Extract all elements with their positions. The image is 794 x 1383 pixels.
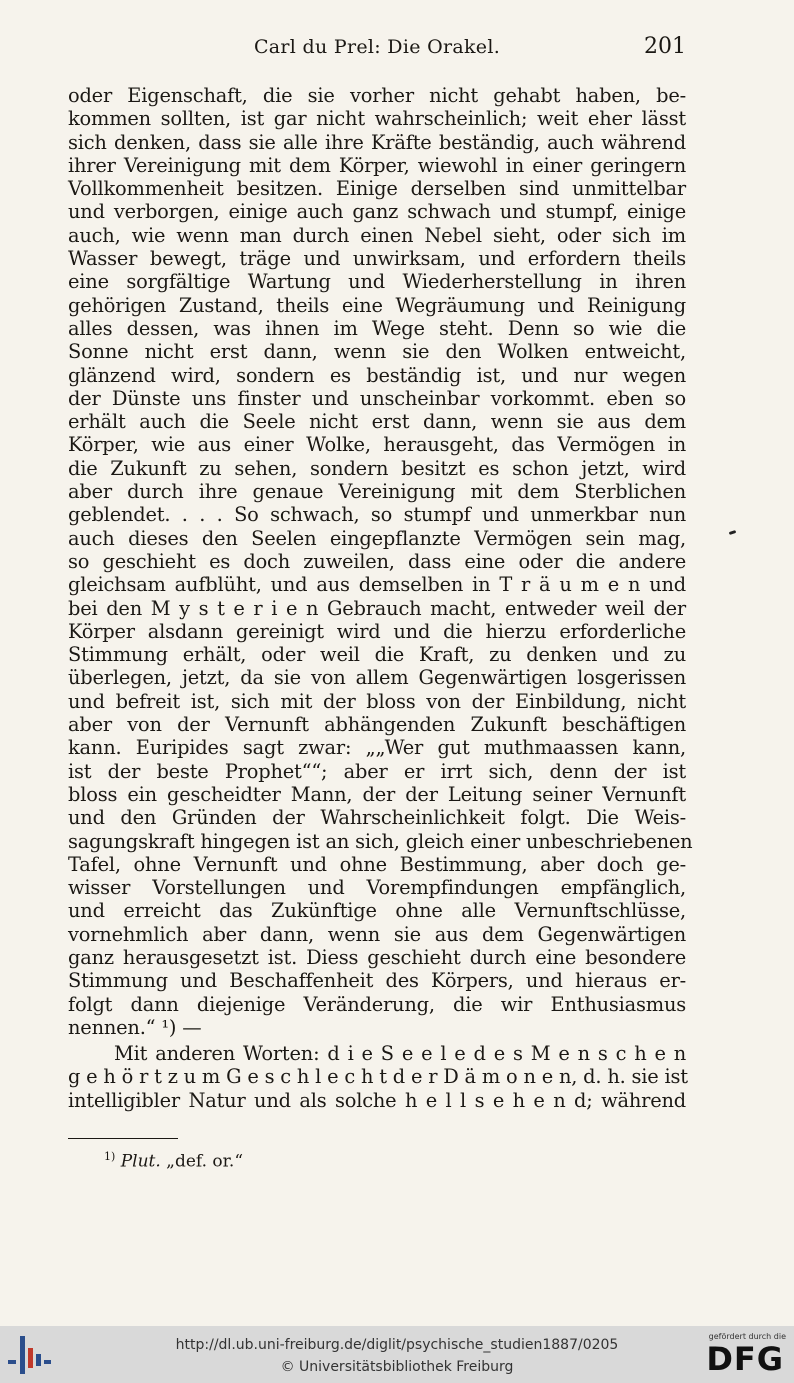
text-line: aber von der Vernunft abhängenden Zukunft beschäftigen <box>68 713 686 737</box>
footer-url-link[interactable]: http://dl.ub.uni-freiburg.de/diglit/psychische_studien1887/0205 <box>175 1337 619 1353</box>
text-line: Körper alsdann gereinigt wird und die hierzu erforderliche <box>68 619 686 643</box>
text-line: eine sorgfältige Wartung und Wiederherstellung in ihren <box>68 270 686 294</box>
paragraph-1 <box>68 84 693 1039</box>
print-speck <box>729 530 737 535</box>
text-line: kommen sollten, ist gar nicht wahrscheinlich; weit eher lässt <box>68 107 686 131</box>
text-line: und den Gründen der Wahrscheinlichkeit folgt. Die Weis- <box>68 806 686 830</box>
text-line: intelligibler Natur und als solche h e l l s e h e n d; während <box>68 1088 686 1112</box>
text-line: bei den M y s t e r i e n Gebrauch macht, entweder weil der <box>68 596 686 620</box>
text-line: Wasser bewegt, träge und unwirksam, und erfordern theils <box>68 247 686 271</box>
footnote-mark: 1) <box>104 1150 116 1163</box>
footer-copyright: © Universitätsbibliothek Freiburg <box>280 1359 514 1375</box>
text-line: g e h ö r t z u m G e s c h l e c h t d e r D ä m o n e n, d. h. sie ist <box>68 1065 688 1089</box>
text-line: und verborgen, einige auch ganz schwach und stumpf, einige <box>68 200 686 224</box>
text-line: Körper, wie aus einer Wolke, herausgeht, das Vermögen in <box>68 433 686 457</box>
text-line: so geschieht es doch zuweilen, dass eine oder die andere <box>68 549 686 573</box>
text-line: erhält auch die Seele nicht erst dann, wenn sie aus dem <box>68 410 686 434</box>
text-line: Tafel, ohne Vernunft und ohne Bestimmung, aber doch ge- <box>68 852 686 876</box>
text-line: aber durch ihre genaue Vereinigung mit dem Sterblichen <box>68 480 686 504</box>
footnote-author: Plut. <box>120 1151 161 1172</box>
text-line: gleichsam aufblüht, und aus demselben in T r ä u m e n und <box>68 573 686 597</box>
text-line: der Dünste uns finster und unscheinbar vorkommt. eben so <box>68 386 686 410</box>
text-line: überlegen, jetzt, da sie von allem Gegenwärtigen losgerissen <box>68 666 686 690</box>
text-line: alles dessen, was ihnen im Wege steht. Denn so wie die <box>68 316 686 340</box>
text-line: geblendet. . . . So schwach, so stumpf und unmerkbar nun <box>68 503 686 527</box>
text-line: und befreit ist, sich mit der bloss von der Einbildung, nicht <box>68 689 686 713</box>
text-line: sagungskraft hingegen ist an sich, gleich einer unbeschriebenen <box>68 829 693 853</box>
footnote <box>104 1150 243 1172</box>
text-line: bloss ein gescheidter Mann, der der Leitung seiner Vernunft <box>68 782 686 806</box>
text-line: und erreicht das Zukünftige ohne alle Vernunftschlüsse, <box>68 899 686 923</box>
footnote-rule <box>68 1138 178 1139</box>
text-line: ihrer Vereinigung mit dem Körper, wiewohl in einer geringern <box>68 153 686 177</box>
text-line: oder Eigenschaft, die sie vorher nicht gehabt haben, be- <box>68 84 686 107</box>
footnote-text: „def. or.“ <box>166 1151 244 1172</box>
text-line: auch dieses den Seelen eingepflanzte Vermögen sein mag, <box>68 526 686 550</box>
body-text <box>68 84 693 1112</box>
paragraph-2 <box>68 1042 686 1112</box>
text-line: kann. Euripides sagt zwar: „„Wer gut muthmaassen kann, <box>68 736 686 760</box>
text-line: Stimmung und Beschaffenheit des Körpers, und hieraus er- <box>68 969 686 993</box>
text-line: auch, wie wenn man durch einen Nebel sieht, oder sich im <box>68 223 686 247</box>
text-line: Vollkommenheit besitzen. Einige derselben sind unmittelbar <box>68 177 686 201</box>
text-line: Stimmung erhält, oder weil die Kraft, zu denken und zu <box>68 643 686 667</box>
text-line: folgt dann diejenige Veränderung, die wir Enthusiasmus <box>68 992 686 1016</box>
text-line: die Zukunft zu sehen, sondern besitzt es schon jetzt, wird <box>68 456 686 480</box>
dfg-caption: gefördert durch die <box>708 1332 786 1341</box>
running-title: Carl du Prel: Die Orakel. <box>253 36 501 58</box>
text-line: sich denken, dass sie alle ihre Kräfte beständig, auch während <box>68 130 686 154</box>
text-line: vornehmlich aber dann, wenn sie aus dem Gegenwärtigen <box>68 922 686 946</box>
footer-bar <box>0 1326 794 1383</box>
text-line: ist der beste Prophet““; aber er irrt sich, denn der ist <box>68 759 686 783</box>
text-line: wisser Vorstellungen und Vorempfindungen empfänglich, <box>68 876 686 900</box>
text-line: glänzend wird, sondern es beständig ist, und nur wegen <box>68 363 686 387</box>
page-number: 201 <box>644 34 686 59</box>
text-line: ganz herausgesetzt ist. Diess geschieht durch eine besondere <box>68 945 686 969</box>
dfg-logo: DFG <box>706 1340 784 1378</box>
text-line: nennen.“ ¹) — <box>68 1015 202 1039</box>
running-head <box>68 34 686 64</box>
text-line: gehörigen Zustand, theils eine Wegräumung und Reinigung <box>68 293 686 317</box>
text-line: Sonne nicht erst dann, wenn sie den Wolken entweicht, <box>68 340 686 364</box>
text-line: Mit anderen Worten: d i e S e e l e d e s M e n s c h e n <box>114 1042 686 1066</box>
